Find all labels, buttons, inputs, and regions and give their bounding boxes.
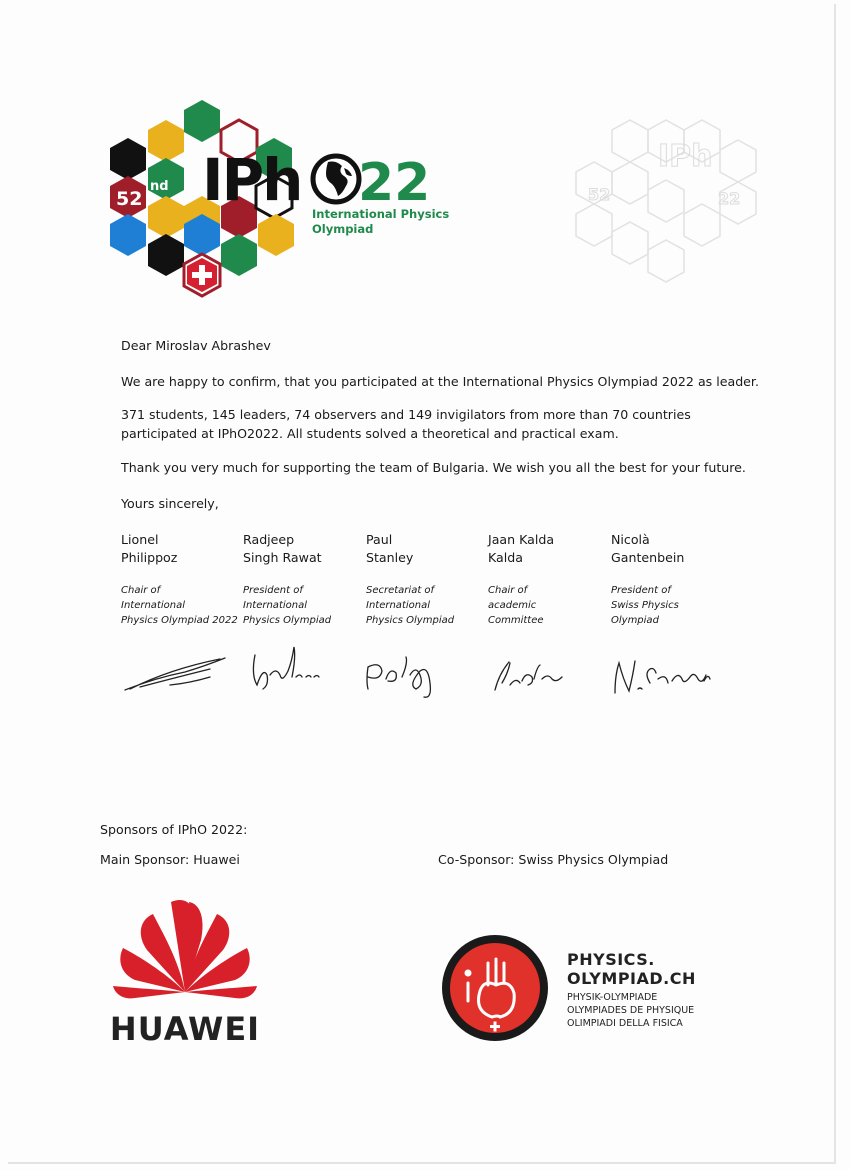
embossed-seal (570, 100, 770, 290)
signature-4 (495, 662, 562, 690)
paragraph-thanks: Thank you very much for supporting the team of Bulgaria. We wish you all the best for your future. (121, 460, 746, 475)
signatory-role-line: Secretariat of (366, 585, 435, 596)
signatory-last-name: Stanley (366, 550, 414, 565)
signatory-last-name: Singh Rawat (243, 550, 322, 565)
signatory-last-name: Gantenbein (611, 550, 685, 565)
edition-number: 52 (116, 188, 143, 210)
signatory-role-line: Swiss Physics (611, 600, 679, 611)
signatory-role-line: President of (611, 585, 671, 596)
signatory-role-line: President of (243, 585, 303, 596)
huawei-wordmark: HUAWEI (109, 1010, 261, 1048)
signatures (110, 645, 730, 705)
emboss-number: 52 (588, 185, 611, 204)
sponsors-heading: Sponsors of IPhO 2022: (100, 822, 248, 837)
signatory-role-line: Committee (488, 615, 544, 626)
salutation: Dear Miroslav Abrashev (121, 338, 271, 353)
signatory-4 (488, 531, 598, 628)
hex-black-1 (110, 138, 146, 180)
signatory-3 (366, 531, 486, 628)
spo-title-line1: PHYSICS. (567, 950, 655, 969)
signature-1 (125, 658, 225, 690)
spo-subtitle-line3: OLIMPIADI DELLA FISICA (567, 1018, 683, 1029)
emboss-title: IPh (658, 139, 713, 174)
signature-2 (253, 647, 319, 689)
signatory-role-line: International (243, 600, 307, 611)
spo-logo-emblem (440, 933, 550, 1043)
edition-suffix: nd (150, 179, 169, 194)
swiss-cross-h (192, 272, 212, 278)
huawei-logo (95, 890, 275, 1050)
signatory-role-line: Physics Olympiad (366, 615, 455, 626)
signatory-last-name: Philippoz (121, 550, 178, 565)
paragraph-stats-line1: 371 students, 145 leaders, 74 observers and 149 invigilators from more than 70 countries (121, 407, 691, 422)
signatory-first-name: Paul (366, 532, 393, 547)
emboss-year: 22 (718, 189, 741, 208)
signatory-2 (243, 531, 363, 628)
globe-icon (313, 156, 359, 202)
co-sponsor-label: Co-Sponsor: Swiss Physics Olympiad (438, 852, 669, 867)
signature-3 (367, 657, 430, 697)
closing: Yours sincerely, (121, 496, 219, 511)
spo-subtitle-line2: OLYMPIADES DE PHYSIQUE (567, 1005, 695, 1016)
cross-v (494, 1022, 497, 1032)
logo-title-prefix: IPh (202, 146, 302, 214)
signatory-role-line: academic (488, 600, 537, 611)
signatory-first-name: Lionel (121, 532, 159, 547)
logo-subtitle-line2: Olympiad (312, 222, 374, 236)
signatory-role-line: International (121, 600, 185, 611)
signature-5 (615, 661, 710, 693)
signatory-first-name: Jaan Kalda (488, 532, 555, 547)
signatory-1 (121, 531, 241, 628)
signatory-role-line: International (366, 600, 430, 611)
hex-green-3 (221, 234, 257, 276)
signatory-last-name: Kalda (488, 550, 523, 565)
hex-yellow-1 (148, 120, 184, 162)
spo-subtitle-line1: PHYSIK-OLYMPIADE (567, 992, 658, 1003)
signatory-role-line: Olympiad (611, 615, 659, 626)
paragraph-confirmation: We are happy to confirm, that you participated at the International Physics Olympiad 2022 as leader. (121, 374, 759, 389)
hex-yellow-2 (148, 196, 184, 238)
hex-yellow-4 (258, 214, 294, 256)
spo-title-line2: OLYMPIAD.CH (567, 969, 696, 988)
hex-green-top (184, 100, 220, 142)
signatory-role-line: Physics Olympiad (243, 615, 332, 626)
signatory-role-line: Chair of (488, 585, 528, 596)
signatory-first-name: Nicolà (611, 532, 650, 547)
hex-black-2 (148, 234, 184, 276)
ipho-logo (100, 90, 460, 305)
signatory-first-name: Radjeep (243, 532, 295, 547)
signatory-role-line: Physics Olympiad 2022 (121, 615, 238, 626)
logo-subtitle-line1: International Physics (312, 207, 450, 221)
logo-title-year: 22 (358, 153, 431, 213)
main-sponsor-label: Main Sponsor: Huawei (100, 852, 240, 867)
signatory-5 (611, 531, 731, 628)
signatory-role-line: Chair of (121, 585, 161, 596)
paragraph-stats-line2: participated at IPhO2022. All students solved a theoretical and practical exam. (121, 426, 619, 441)
hex-blue-1 (110, 214, 146, 256)
huawei-petals-icon (113, 900, 257, 998)
